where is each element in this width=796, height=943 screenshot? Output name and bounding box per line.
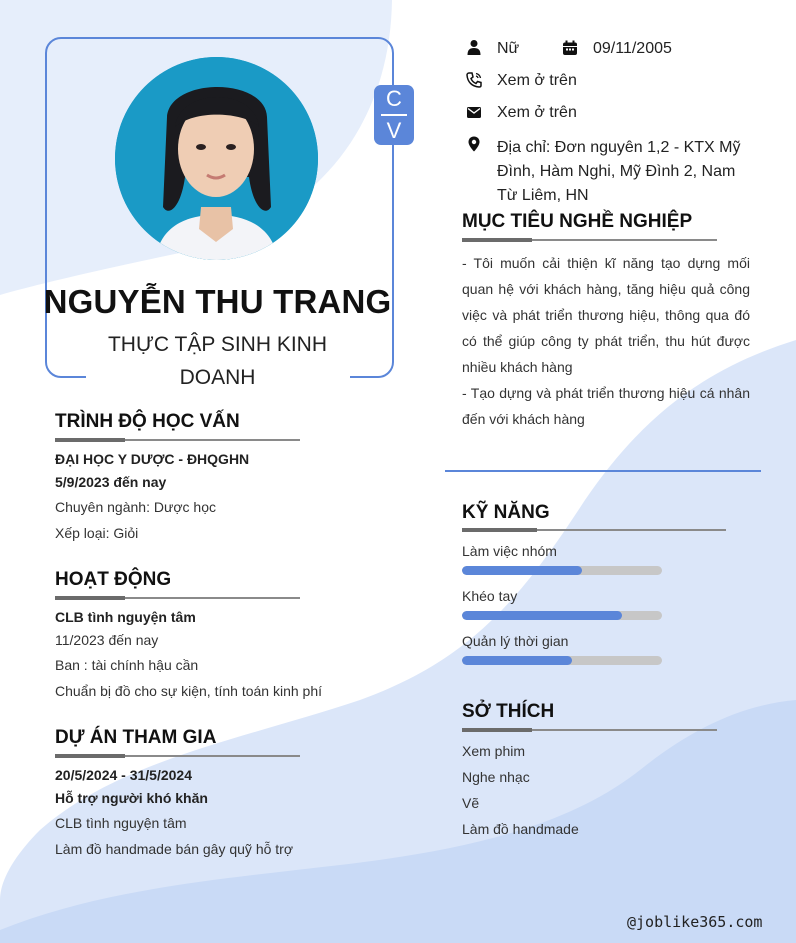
- skill-bar-fill: [462, 611, 622, 620]
- education-grade: Xếp loại: Giỏi: [55, 525, 139, 541]
- gender-text: Nữ: [497, 40, 520, 57]
- user-icon: [466, 39, 482, 55]
- address-line: Từ Liêm, HN: [497, 187, 589, 204]
- address-block: [497, 136, 740, 208]
- education-school: ĐẠI HỌC Y DƯỢC - ĐHQGHN: [55, 451, 250, 467]
- candidate-role: THỰC TẬP SINH KINH DOANH: [107, 333, 328, 389]
- location-icon: [466, 136, 482, 152]
- activity-period: 11/2023 đến nay: [55, 632, 159, 648]
- skill-bar: [462, 566, 662, 575]
- cv-badge-letter-c: C: [386, 86, 402, 111]
- skill-label: Khéo tay: [462, 588, 518, 604]
- skill-bar: [462, 656, 662, 665]
- hobby-item: Vẽ: [462, 795, 480, 811]
- hobby-item: Nghe nhạc: [462, 769, 530, 785]
- hobby-item: Làm đồ handmade: [462, 821, 579, 837]
- cv-badge-letter-v: V: [386, 118, 402, 143]
- hobbies-title: SỞ THÍCH: [462, 701, 555, 722]
- skill-bar-fill: [462, 656, 572, 665]
- education-rule: [55, 439, 300, 441]
- education-period: 5/9/2023 đến nay: [55, 474, 167, 490]
- project-name: Hỗ trợ người khó khăn: [55, 790, 208, 806]
- skills-title: KỸ NĂNG: [462, 502, 550, 523]
- address-line: Đình, Hàm Nghi, Mỹ Đình 2, Nam: [497, 163, 736, 180]
- skill-bar: [462, 611, 662, 620]
- phone-text: Xem ở trên: [497, 72, 577, 89]
- phone-icon: [466, 72, 482, 88]
- skills-rule: [462, 529, 726, 531]
- objective-title: MỤC TIÊU NGHỀ NGHIỆP: [462, 211, 693, 232]
- projects-rule: [55, 755, 300, 757]
- skill-bar-fill: [462, 566, 582, 575]
- education-major: Chuyên ngành: Dược học: [55, 499, 216, 515]
- candidate-name: NGUYỄN THU TRANG: [43, 283, 392, 320]
- objective-rule: [462, 239, 717, 241]
- project-org: CLB tình nguyện tâm: [55, 815, 187, 831]
- profile-photo: [115, 57, 318, 260]
- activity-org: CLB tình nguyện tâm: [55, 609, 196, 625]
- activities-title: HOẠT ĐỘNG: [55, 569, 172, 590]
- objective-text: [462, 250, 750, 432]
- hobby-item: Xem phim: [462, 743, 526, 759]
- calendar-icon: [562, 40, 578, 56]
- hobbies-rule: [462, 729, 717, 731]
- project-desc: Làm đồ handmade bán gây quỹ hỗ trợ: [55, 841, 294, 857]
- activity-desc: Chuẩn bị đồ cho sự kiện, tính toán kinh phí: [55, 683, 322, 699]
- skill-label: Làm việc nhóm: [462, 543, 557, 559]
- project-period: 20/5/2024 - 31/5/2024: [55, 767, 193, 783]
- cv-badge: [374, 85, 414, 145]
- skill-label: Quản lý thời gian: [462, 633, 569, 649]
- column-divider: [445, 470, 761, 472]
- activity-dept: Ban : tài chính hậu cần: [55, 657, 199, 673]
- footer-handle: @joblike365.com: [627, 913, 763, 931]
- objective-paragraph: - Tạo dựng và phát triển thương hiệu cá nhân đến với khách hàng: [462, 385, 750, 427]
- projects-title: DỰ ÁN THAM GIA: [55, 727, 217, 748]
- activities-rule: [55, 597, 300, 599]
- email-text: Xem ở trên: [497, 104, 577, 121]
- education-title: TRÌNH ĐỘ HỌC VẤN: [55, 411, 240, 432]
- birthdate-text: 09/11/2005: [593, 40, 672, 57]
- objective-paragraph: - Tôi muốn cải thiện kĩ năng tạo dựng mối quan hệ với khách hàng, tăng hiệu quả công việc và phát triển thương hiệu, thông qua đó có thể giúp công ty phát triển, thu hút được nhiều khách hàng: [462, 255, 750, 375]
- mail-icon: [466, 104, 482, 120]
- address-line: Địa chỉ: Đơn nguyên 1,2 - KTX Mỹ: [497, 139, 741, 156]
- cv-badge-separator: [381, 114, 407, 116]
